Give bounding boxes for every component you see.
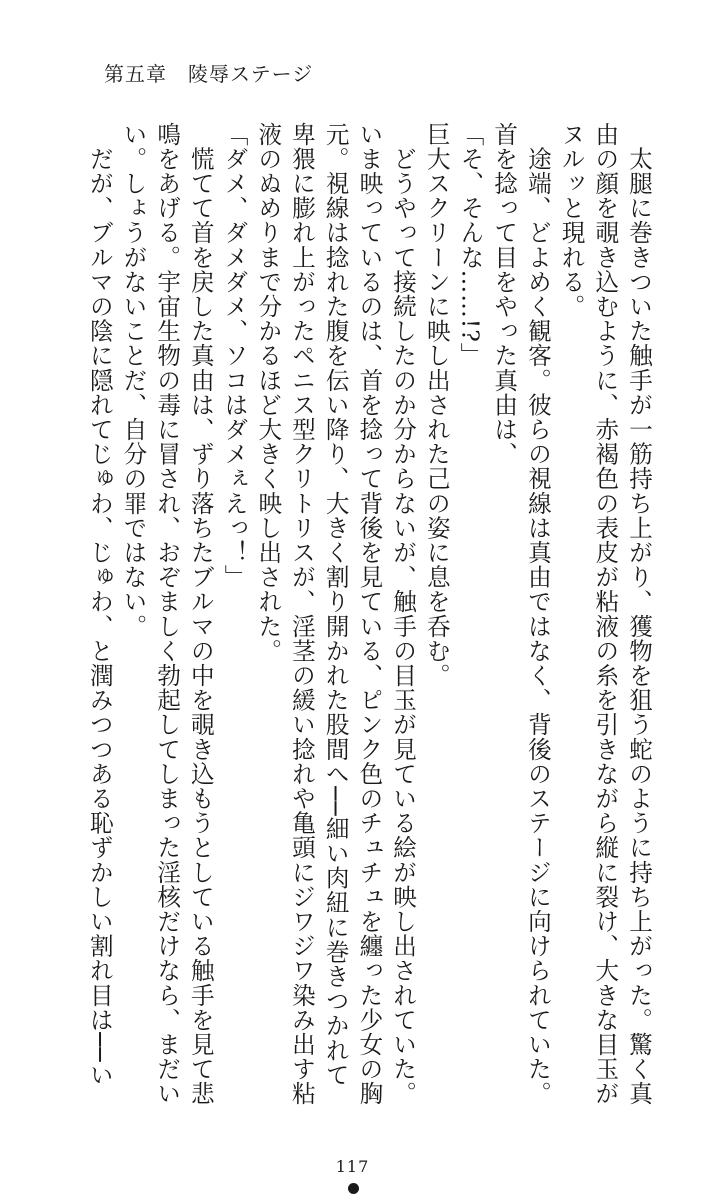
text-line: いま映っているのは、首を捻って背後を見ている、ピンク色のチュチュを纏った少女の胸	[355, 122, 384, 1106]
text-line: 鳴をあげる。宇宙生物の毒に冒され、おぞましく勃起してしまった淫核だけなら、まだい	[153, 122, 182, 1106]
text-line: 元。視線は捻れた腹を伝い降り、大きく割り開かれた股間へ──細い肉紐に巻きつかれて	[321, 122, 350, 1088]
text-line: 途端、どよめく観客。彼らの視線は真由ではなく、背後のステージに向けられていた。	[523, 122, 552, 1106]
text-line: 卑猥に膨れ上がったペニス型クリトリスが、淫茎の緩い捻れや亀頭にジワジワ染み出す粘	[287, 122, 316, 1106]
text-line: 「ダメ、ダメダメ、ソコはダメぇえっ！」	[220, 122, 249, 590]
text-line: 「そ、そんな……!?」	[456, 122, 485, 368]
running-head: 第五章 陵辱ステージ	[104, 62, 314, 86]
text-line: 慌てて首を戻した真由は、ずり落ちたブルマの中を覗き込もうとしている触手を見て悲	[186, 122, 215, 1106]
text-line: 巨大スクリーンに映し出された己の姿に息を呑む。	[422, 122, 451, 688]
text-line: 太腿に巻きついた触手が一筋持ち上がり、獲物を狙う蛇のように持ち上がった。驚く真	[625, 122, 653, 1106]
body-text	[35, 122, 655, 1106]
bullet-ornament-icon	[348, 1183, 359, 1194]
page-number: 117	[335, 1157, 370, 1176]
text-line: ヌルッと現れる。	[557, 122, 586, 319]
text-line: どうやって接続したのか分からないが、触手の目玉が見ている絵が映し出されていた。	[389, 122, 418, 1106]
text-line: い。しょうがないことだ、自分の罪ではない。	[119, 122, 148, 639]
text-line: 由の顔を覗き込むように、赤褐色の表皮が粘液の糸を引きながら縦に裂け、大きな目玉が	[591, 122, 620, 1106]
text-line: 首を捻って目をやった真由は、	[490, 122, 519, 467]
text-line: 液のぬめりまで分かるほど大きく映し出された。	[254, 122, 283, 664]
text-line: だが、ブルマの陰に隠れてじゅわ、じゅわ、と潤みつつある恥ずかしい割れ目は──い	[85, 122, 114, 1088]
